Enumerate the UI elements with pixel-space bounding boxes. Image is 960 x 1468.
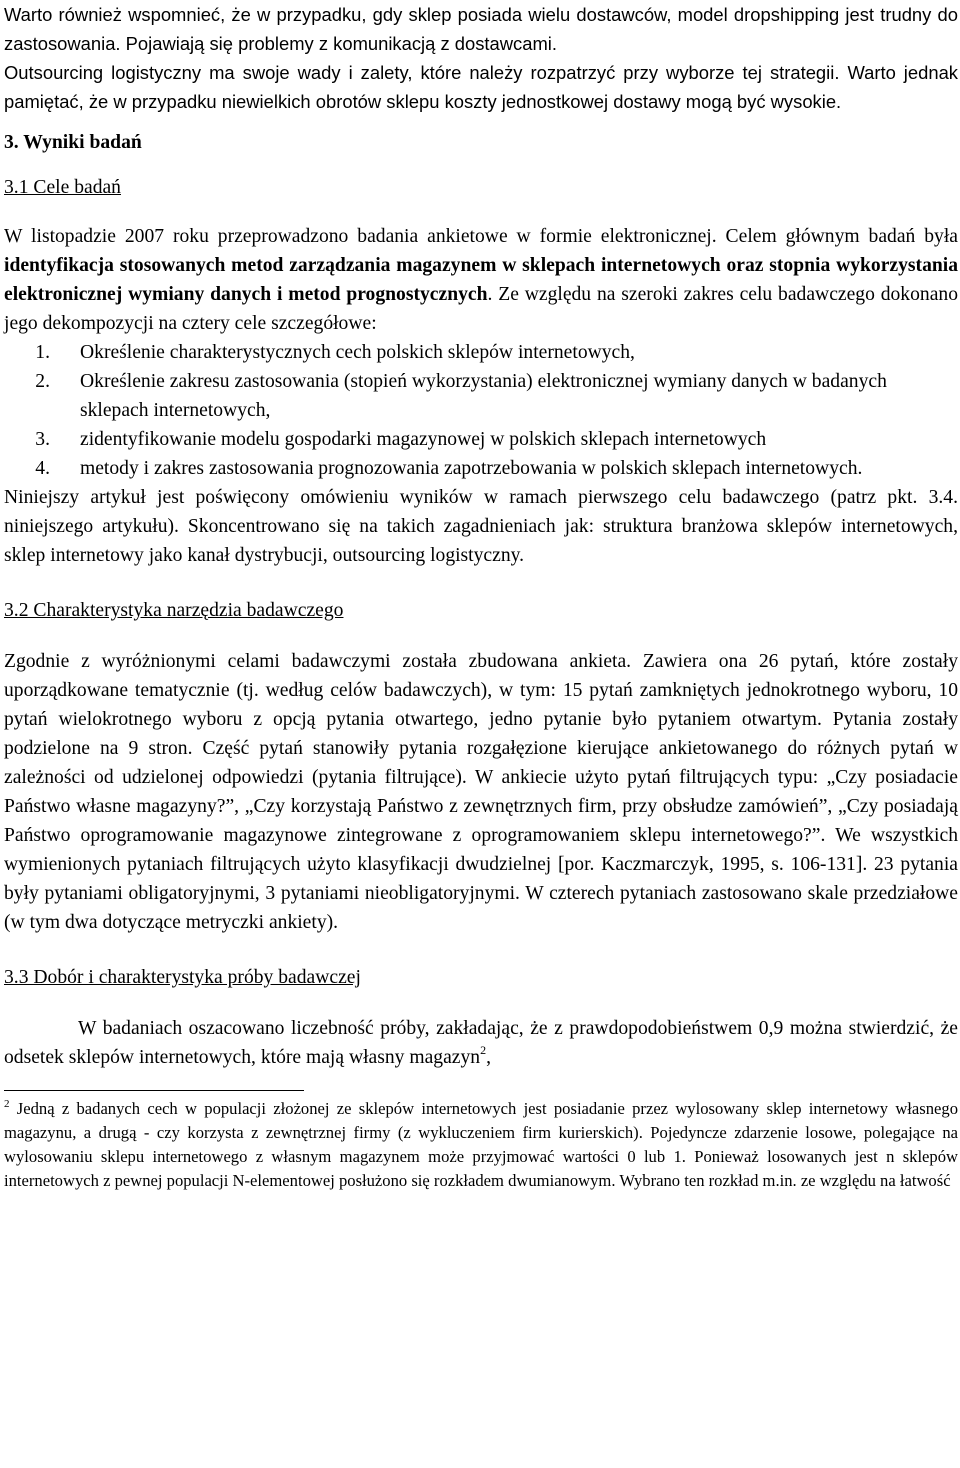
research-tool-paragraph: Zgodnie z wyróżnionymi celami badawczymi została zbudowana ankieta. Zawiera ona 26 pytań, które zostały uporządkowane tematycznie (tj. według celów badawczych), w tym: 15 pytań zamkniętych jednokrotnego wyboru, 10 pytań wielokrotnego wyboru z opcją pytania otwartego, jedno pytanie było pytaniem otwartym. Pytania zostały podzielone na 9 stron. Część pytań stanowiły pytania rozgałęzione kierujące ankietowanego do różnych pytań w zależności od udzielonej odpowiedzi (pytania filtrujące). W ankiecie użyto pytań filtrujących typu: „Czy posiadacie Państwo własne magazyny?”, „Czy korzystają Państwo z zewnętrznych firm, przy obsłudze zamówień”, „Czy posiadają Państwo oprogramowanie magazynowe zintegrowane z oprogramowaniem sklepu internetowego?”. We wszystkich wymienionych pytaniach filtrujących użyto klasyfikacji dwudzielnej [por. Kaczmarczyk, 1995, s. 106-131]. 23 pytania były pytaniami obligatoryjnymi, 3 pytaniami nieobligatoryjnymi. W czterech pytaniach zastosowano skale przedziałowe (w tym dwa dotyczące metryczki ankiety). bbox=[4, 651, 958, 933]
subsection-heading-goals: 3.1 Cele badań bbox=[4, 177, 121, 198]
goal-number: 3. bbox=[35, 429, 50, 450]
footnote bbox=[4, 1097, 958, 1193]
footnote-reference: 2 bbox=[480, 1043, 487, 1057]
intro-paragraph-dropshipping: Warto również wspomnieć, że w przypadku, gdy sklep posiada wielu dostawców, model dropshipping jest trudny do zastosowania. Pojawiają się problemy z komunikacją z dostawcami. bbox=[4, 4, 958, 54]
goal-item bbox=[35, 454, 958, 483]
goal-item bbox=[35, 425, 958, 454]
sample-paragraph bbox=[4, 1014, 958, 1072]
goals-main-aim: identyfikacja stosowanych metod zarządzania magazynem w sklepach internetowych oraz stopnia wykorzystania elektronicznej wymiany danych i metod prognostycznych bbox=[4, 255, 958, 305]
section-heading-results: 3. Wyniki badań bbox=[4, 132, 142, 153]
sample-text: W badaniach oszacowano liczebność próby, zakładając, że z prawdopodobieństwem 0,9 można stwierdzić, że odsetek sklepów internetowych, które mają własny magazyn bbox=[4, 1018, 958, 1068]
goal-text: metody i zakres zastosowania prognozowania zapotrzebowania w polskich sklepach internetowych. bbox=[80, 458, 863, 479]
goals-paragraph bbox=[4, 222, 958, 338]
goal-item bbox=[35, 338, 958, 367]
goal-number: 4. bbox=[35, 458, 50, 479]
intro-paragraph-outsourcing: Outsourcing logistyczny ma swoje wady i zalety, które należy rozpatrzyć przy wyborze tej strategii. Warto jednak pamiętać, że w przypadku niewielkich obrotów sklepu koszty jednostkowej dostawy mogą być wysokie. bbox=[4, 62, 958, 112]
goals-text-start: W listopadzie 2007 roku przeprowadzono badania ankietowe w formie elektronicznej. Celem głównym badań była bbox=[4, 226, 958, 247]
footnote-text: Jedną z badanych cech w populacji złożonej ze sklepów internetowych jest posiadanie przez wylosowany sklep internetowy własnego magazynu, a drugą - czy korzysta z zewnętrznej firmy (z wykluczeniem firm kurierskich). Pojedyncze zdarzenie losowe, polegające na wylosowaniu sklepu internetowego z własnym magazynem może przyjmować wartości 0 lub 1. Ponieważ losowanych jest n sklepów internetowych z pewnej populacji N-elementowej posłużono się rozkładem dwumianowym. Wybrano ten rozkład m.in. ze względu na łatwość bbox=[4, 1099, 958, 1190]
goals-list bbox=[4, 338, 958, 483]
subsection-heading-research-tool: 3.2 Charakterystyka narzędzia badawczego bbox=[4, 600, 344, 621]
subsection-heading-sample: 3.3 Dobór i charakterystyka próby badawczej bbox=[4, 967, 361, 988]
goal-item bbox=[35, 367, 958, 425]
goal-number: 2. bbox=[35, 371, 50, 392]
sample-text-tail: , bbox=[486, 1047, 492, 1068]
article-scope-paragraph: Niniejszy artykuł jest poświęcony omówieniu wyników w ramach pierwszego celu badawczego (patrz pkt. 3.4. niniejszego artykułu). Skoncentrowano się na takich zagadnieniach jak: struktura branżowa sklepów internetowych, sklep internetowy jako kanał dystrybucji, outsourcing logistyczny. bbox=[4, 487, 958, 566]
footnote-number: 2 bbox=[4, 1098, 10, 1110]
goal-text: zidentyfikowanie modelu gospodarki magazynowej w polskich sklepach internetowych bbox=[80, 429, 767, 450]
goal-number: 1. bbox=[35, 342, 50, 363]
goals-text-end: . Ze względu na szeroki zakres celu badawczego dokonano jego dekompozycji na cztery cele szczegółowe: bbox=[4, 284, 958, 334]
goal-text: Określenie zakresu zastosowania (stopień wykorzystania) elektronicznej wymiany danych w badanych sklepach internetowych, bbox=[80, 371, 887, 421]
goal-text: Określenie charakterystycznych cech polskich sklepów internetowych, bbox=[80, 342, 635, 363]
